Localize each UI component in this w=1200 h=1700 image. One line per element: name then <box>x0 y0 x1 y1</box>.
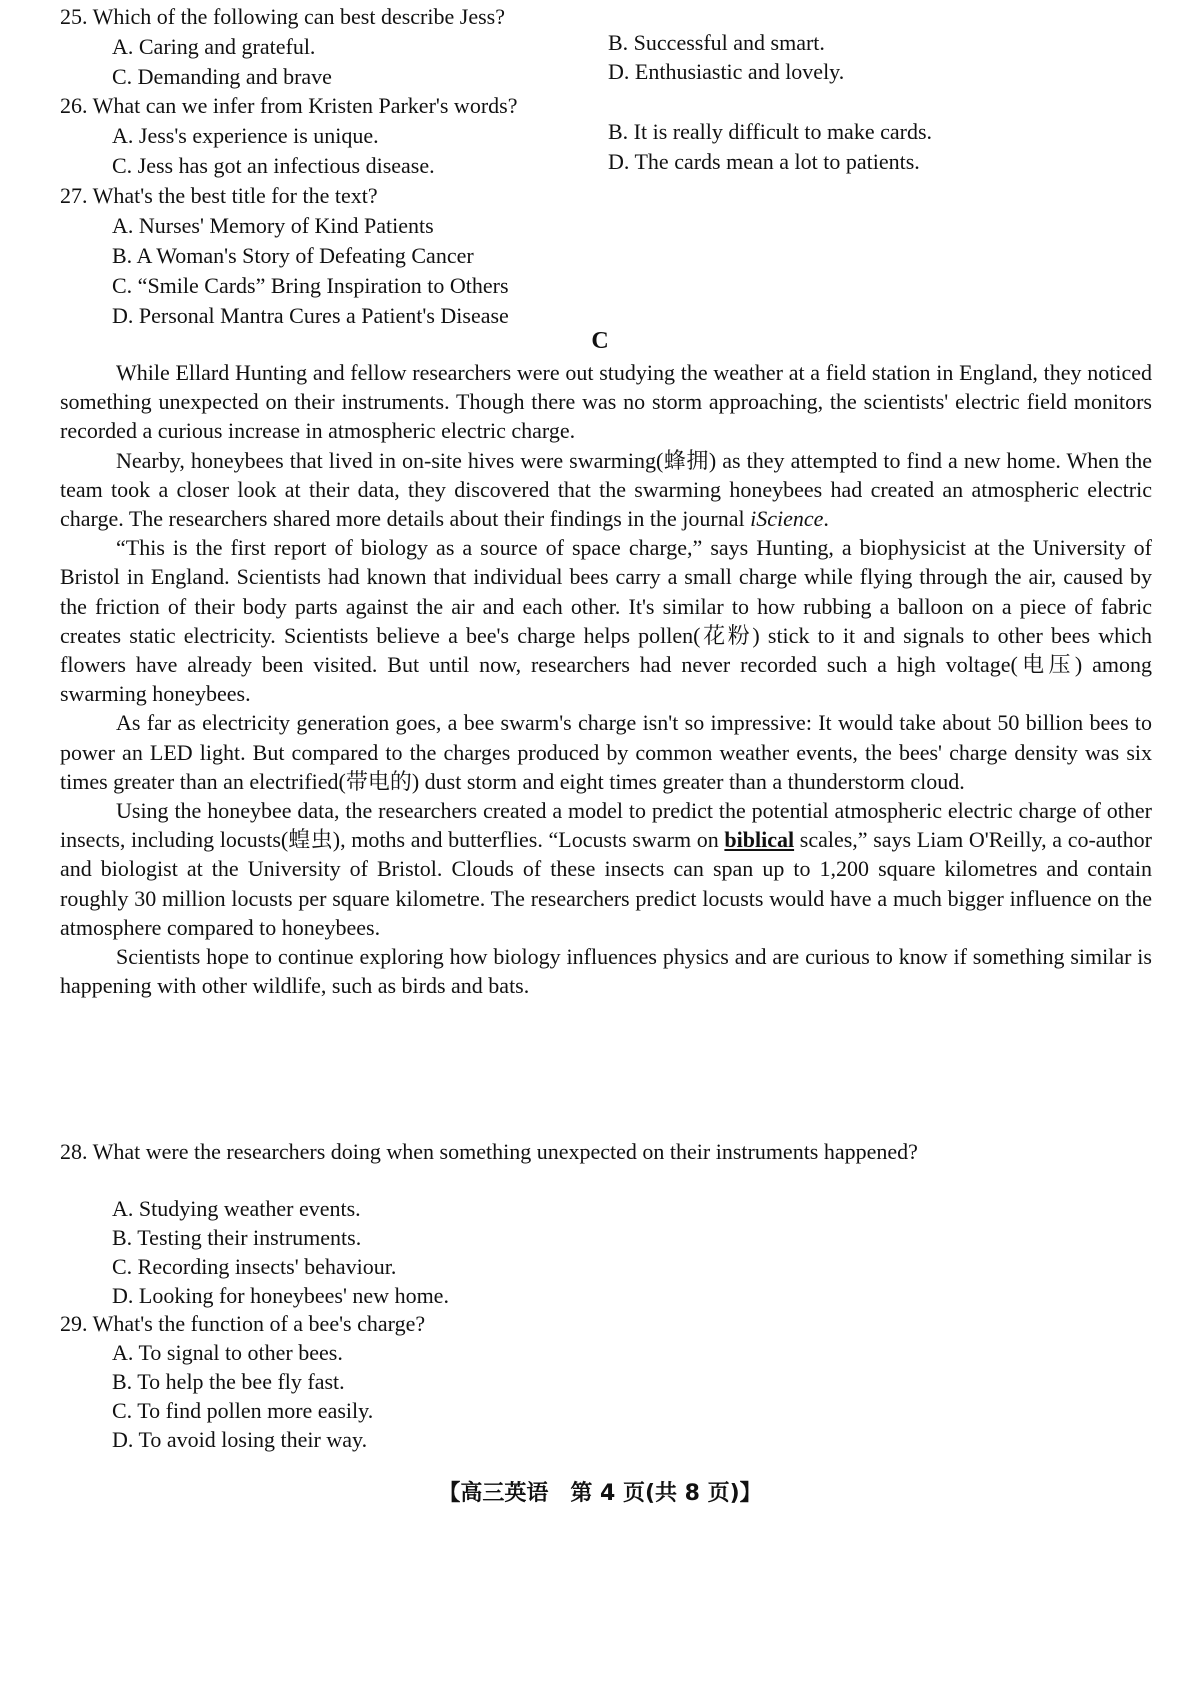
question-29-option-c: C. To find pollen more easily. <box>112 1398 374 1423</box>
question-25-option-b: B. Successful and smart. <box>608 30 825 55</box>
question-27-option-d: D. Personal Mantra Cures a Patient's Disease <box>112 303 509 328</box>
question-26-stem: 26. What can we infer from Kristen Parker's words? <box>60 93 518 118</box>
page-footer: 【高三英语 第 4 页(共 8 页)】 <box>438 1481 762 1506</box>
question-26-option-a: A. Jess's experience is unique. <box>112 123 379 148</box>
underlined-word-biblical: biblical <box>724 827 795 853</box>
question-27-option-a: A. Nurses' Memory of Kind Patients <box>112 213 434 238</box>
question-27-stem: 27. What's the best title for the text? <box>60 183 378 208</box>
question-27-option-c: C. “Smile Cards” Bring Inspiration to Others <box>112 273 509 298</box>
passage-paragraph-2-end: . <box>823 506 829 532</box>
question-28-option-a: A. Studying weather events. <box>112 1196 361 1221</box>
question-29-option-a: A. To signal to other bees. <box>112 1340 343 1365</box>
question-25-option-a: A. Caring and grateful. <box>112 34 316 59</box>
question-29-option-b: B. To help the bee fly fast. <box>112 1369 345 1394</box>
question-28 <box>60 1137 1152 1167</box>
question-28-stem: 28. What were the researchers doing when something unexpected on their instruments happened? <box>60 1139 918 1164</box>
question-27-option-b: B. A Woman's Story of Defeating Cancer <box>112 243 474 268</box>
question-26-option-b: B. It is really difficult to make cards. <box>608 119 933 144</box>
question-29-stem: 29. What's the function of a bee's charge? <box>60 1311 426 1336</box>
question-25-option-d: D. Enthusiastic and lovely. <box>608 59 845 84</box>
passage-paragraph-5 <box>60 796 1152 942</box>
question-25-stem: 25. Which of the following can best describe Jess? <box>60 4 505 29</box>
passage-paragraph-2-text: Nearby, honeybees that lived in on-site hives were swarming(蜂拥) as they attempted to find a new home. When the team took a closer look at their data, they discovered that the swarming honeybees had created an atmospheric electric charge. The researchers shared more details about their findings in the journal <box>60 447 1152 532</box>
passage-paragraph-4: As far as electricity generation goes, a bee swarm's charge isn't so impressive: It would take about 50 billion bees to power an LED light. But compared to the charges produced by common weather events, the bees' charge density was six times greater than an electrified(带电的) dust storm and eight times greater than a thunderstorm cloud. <box>60 710 1152 794</box>
question-26-option-c: C. Jess has got an infectious disease. <box>112 153 435 178</box>
question-29-option-d: D. To avoid losing their way. <box>112 1427 368 1452</box>
passage-paragraph-5-text: Using the honeybee data, the researchers created a model to predict the potential atmospheric electric charge of other insects, including locusts(蝗虫), moths and butterflies. “Locusts swarm on <box>60 798 1152 853</box>
passage-paragraph-5-rest: scales,” says Liam O'Reilly, a co-author and biologist at the University of Bristol. Clouds of these insects can span up to 1,200 square kilometres and contain roughly 30 million locusts per square kilometre. The researchers predict locusts would have a much bigger influence on the atmosphere compared to honeybees. <box>60 827 1152 940</box>
question-28-option-b: B. Testing their instruments. <box>112 1225 362 1250</box>
passage-paragraph-2 <box>60 446 1152 534</box>
passage-paragraph-6: Scientists hope to continue exploring how biology influences physics and are curious to know if something similar is happening with other wildlife, such as birds and bats. <box>60 944 1152 999</box>
passage-paragraph-1: While Ellard Hunting and fellow researchers were out studying the weather at a field station in England, they noticed something unexpected on their instruments. Though there was no storm approaching, the scientists' electric field monitors recorded a curious increase in atmospheric electric charge. <box>60 360 1152 444</box>
passage-paragraph-3: “This is the first report of biology as a source of space charge,” says Hunting, a biophysicist at the University of Bristol in England. Scientists had known that individual bees carry a small charge while flying through the air, caused by the friction of their body parts against the air and each other. It's similar to how rubbing a balloon on a piece of fabric creates static electricity. Scientists believe a bee's charge helps pollen(花粉) stick to it and signals to other bees which flowers have already been visited. But until now, researchers had never recorded such a high voltage(电压) among swarming honeybees. <box>60 535 1152 707</box>
question-25-option-c: C. Demanding and brave <box>112 64 332 89</box>
question-28-option-c: C. Recording insects' behaviour. <box>112 1254 397 1279</box>
journal-name: iScience <box>750 506 824 532</box>
question-28-option-d: D. Looking for honeybees' new home. <box>112 1283 449 1308</box>
section-heading: C <box>591 328 609 354</box>
reading-passage <box>60 358 1152 1000</box>
question-26-option-d: D. The cards mean a lot to patients. <box>608 149 920 174</box>
